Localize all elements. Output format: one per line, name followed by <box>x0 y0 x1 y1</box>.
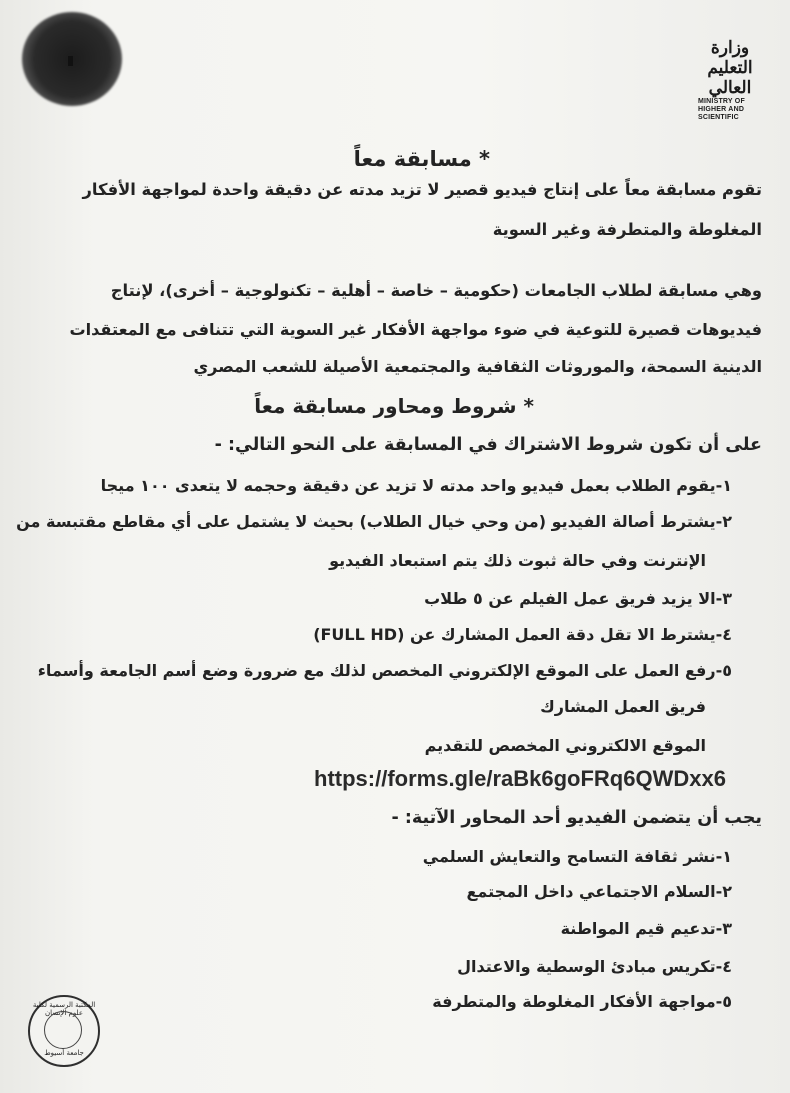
condition-3: ٣-الا يزيد فريق عمل الفيلم عن ٥ طلاب <box>424 589 732 608</box>
intro-line-4: فيديوهات قصيرة للتوعية في ضوء مواجهة الأفكار غير السوية التي تتنافى مع المعتقدات <box>69 320 762 339</box>
seal-emblem-icon <box>44 1011 82 1049</box>
axes-heading: يجب أن يتضمن الفيديو أحد المحاور الآتية: - <box>391 808 762 828</box>
axis-3: ٣-تدعيم قيم المواطنة <box>560 919 732 938</box>
condition-4: ٤-يشترط الا تقل دقة العمل المشارك عن (FULL HD) <box>313 625 732 644</box>
submission-site-label: الموقع الالكتروني المخصص للتقديم <box>424 736 706 755</box>
document-title: * مسابقة معاً <box>353 147 490 171</box>
seal-top-text: المكتبة الرسمية لكلية علوم الإنسان <box>32 1001 96 1017</box>
condition-5-cont: فريق العمل المشارك <box>540 697 706 716</box>
ink-blot-mark <box>68 56 73 66</box>
conditions-heading: على أن تكون شروط الاشتراك في المسابقة على النحو التالي: - <box>214 435 762 455</box>
intro-line-1: تقوم مسابقة معاً على إنتاج فيديو قصير لا تزيد مدته عن دقيقة واحدة لمواجهة الأفكار <box>82 180 762 199</box>
intro-line-2: المغلوطة والمتطرفة وغير السوية <box>492 220 762 239</box>
section-title: * شروط ومحاور مسابقة معاً <box>254 394 534 418</box>
condition-2-cont: الإنترنت وفي حالة ثبوت ذلك يتم استبعاد الفيديو <box>329 551 706 570</box>
condition-1: ١-يقوم الطلاب بعمل فيديو واحد مدته لا تزيد عن دقيقة وحجمه لا يتعدى ١٠٠ ميجا <box>100 476 732 495</box>
condition-5: ٥-رفع العمل على الموقع الإلكتروني المخصص لذلك مع ضرورة وضع أسم الجامعة وأسماء <box>37 661 732 680</box>
axis-1: ١-نشر ثقافة التسامح والتعايش السلمي <box>422 847 732 866</box>
submission-url[interactable]: https://forms.gle/raBk6goFRq6QWDxx6 <box>314 766 726 791</box>
logo-english-text: MINISTRY OF HIGHER AND SCIENTIFIC <box>698 98 745 121</box>
library-seal <box>28 995 100 1067</box>
intro-line-5: الدينية السمحة، والموروثات الثقافية والمجتمعية الأصيلة للشعب المصري <box>193 357 762 376</box>
axis-5: ٥-مواجهة الأفكار المغلوطة والمتطرفة <box>432 992 732 1011</box>
seal-bottom-text: جامعة أسيوط <box>44 1049 84 1057</box>
axis-4: ٤-تكريس مبادئ الوسطية والاعتدال <box>457 957 732 976</box>
condition-2: ٢-يشترط أصالة الفيديو (من وحي خيال الطلاب) بحيث لا يشتمل على أي مقاطع مقتبسة من <box>16 512 732 531</box>
intro-line-3: وهي مسابقة لطلاب الجامعات (حكومية – خاصة – أهلية – تكنولوجية – أخرى)، لإنتاج <box>110 281 762 300</box>
ministry-logo <box>690 38 770 121</box>
logo-arabic-text: وزارة التعليم العالي <box>707 38 753 98</box>
axis-2: ٢-السلام الاجتماعي داخل المجتمع <box>466 882 732 901</box>
